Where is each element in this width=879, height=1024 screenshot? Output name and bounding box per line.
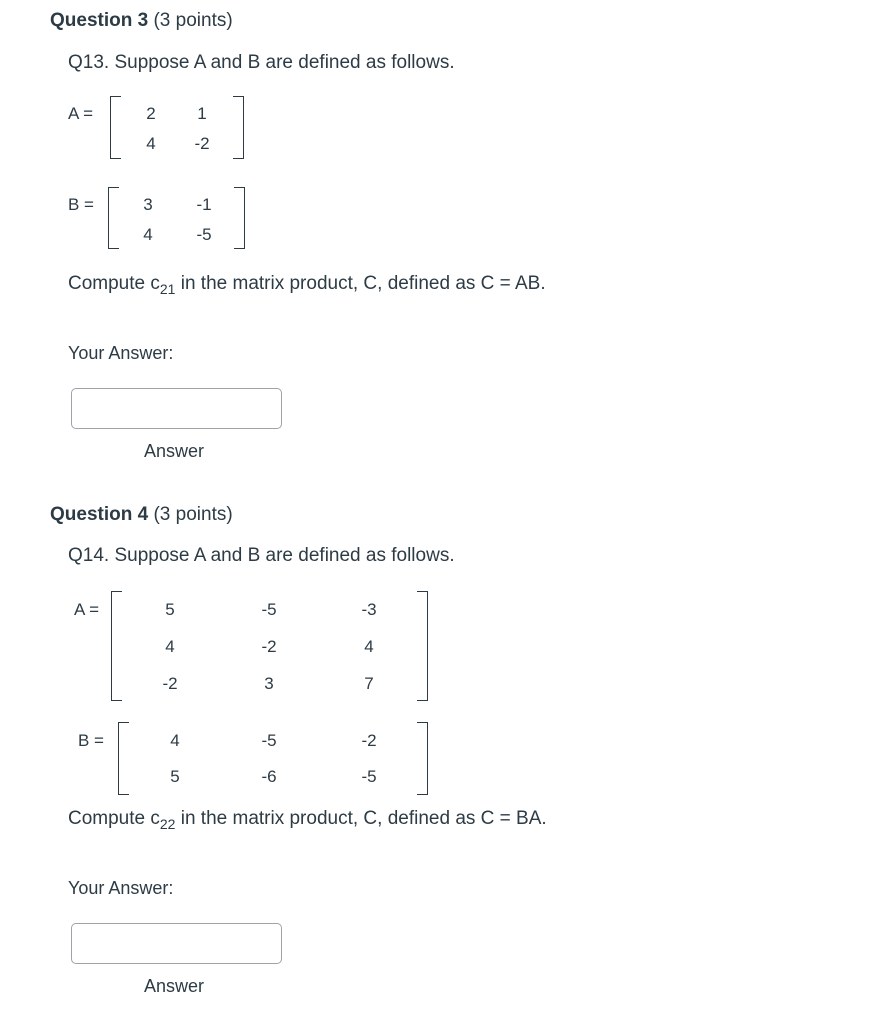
q4-answer-input[interactable] [71, 923, 282, 964]
q3-matrix-a-cell: -2 [194, 134, 210, 153]
q3-compute-subscript: 21 [159, 281, 176, 297]
q4-compute-subscript: 22 [159, 816, 176, 832]
q3-matrix-a-cell: 1 [197, 104, 207, 123]
q4-matrix-b-cell: -2 [361, 731, 377, 750]
q3-matrix-a-cell: 2 [146, 104, 156, 123]
q4-matrix-b-left-bracket [118, 722, 129, 795]
q3-matrix-a-right-bracket [233, 96, 244, 159]
q3-matrix-a-label: A = [68, 104, 94, 123]
q4-matrix-b-right-bracket [417, 722, 428, 795]
q3-matrix-b-cell: 4 [143, 225, 153, 244]
q3-compute-pre: Compute c [68, 273, 160, 294]
q4-compute-post: in the matrix product, C, defined as C = BA. [175, 808, 547, 829]
q3-answer-field-label: Answer [144, 441, 205, 461]
q4-matrix-a-cell: -2 [261, 637, 277, 656]
q4-matrix-a-cell: -3 [361, 600, 377, 619]
q4-your-answer-label: Your Answer: [68, 878, 174, 898]
q4-matrix-b-cell: 5 [170, 767, 180, 786]
q4-matrix-b-cell: -6 [261, 767, 277, 786]
q3-answer-input[interactable] [71, 388, 282, 429]
q3-matrix-a-left-bracket [110, 96, 121, 159]
question-3-title: Question 3 [50, 10, 149, 31]
q3-matrix-a-cell: 4 [146, 134, 156, 153]
q3-matrix-b-right-bracket [234, 187, 245, 249]
question-4-stem: Q14. Suppose A and B are defined as follows. [68, 545, 455, 566]
question-3-stem: Q13. Suppose A and B are defined as follows. [68, 52, 455, 73]
question-4-title: Question 4 [50, 504, 149, 525]
question-4-header [50, 504, 233, 526]
q4-matrix-a-label: A = [74, 600, 100, 619]
question-3-points: (3 points) [153, 10, 233, 31]
q4-matrix-b-cell: -5 [361, 767, 377, 786]
q3-your-answer-label: Your Answer: [68, 343, 174, 363]
question-3-header [50, 10, 233, 32]
q4-matrix-b-cell: 4 [170, 731, 180, 750]
q3-matrix-b-cell: 3 [143, 195, 153, 214]
q4-matrix-a-cell: 7 [364, 674, 374, 693]
q4-matrix-b-cell: -5 [261, 731, 277, 750]
q3-matrix-b-left-bracket [108, 187, 119, 249]
q4-matrix-a-cell: 3 [264, 674, 274, 693]
q4-matrix-a-cell: -2 [162, 674, 178, 693]
q4-matrix-a-cell: -5 [261, 600, 277, 619]
q4-answer-field-label: Answer [144, 976, 205, 996]
question-4-points: (3 points) [153, 504, 233, 525]
question-3-compute-text [68, 273, 546, 295]
q3-compute-post: in the matrix product, C, defined as C = AB. [175, 273, 546, 294]
q3-matrix-b-cell: -5 [196, 225, 212, 244]
question-4-compute-text [68, 808, 547, 830]
q4-matrix-b-label: B = [78, 731, 104, 750]
q4-matrix-a-cell: 5 [165, 600, 175, 619]
q4-matrix-a-left-bracket [111, 591, 122, 701]
q4-compute-pre: Compute c [68, 808, 160, 829]
q3-matrix-b-label: B = [68, 195, 94, 214]
q4-matrix-a-right-bracket [417, 591, 428, 701]
q4-matrix-a-cell: 4 [165, 637, 175, 656]
q3-matrix-b-cell: -1 [196, 195, 212, 214]
q4-matrix-a-cell: 4 [364, 637, 374, 656]
